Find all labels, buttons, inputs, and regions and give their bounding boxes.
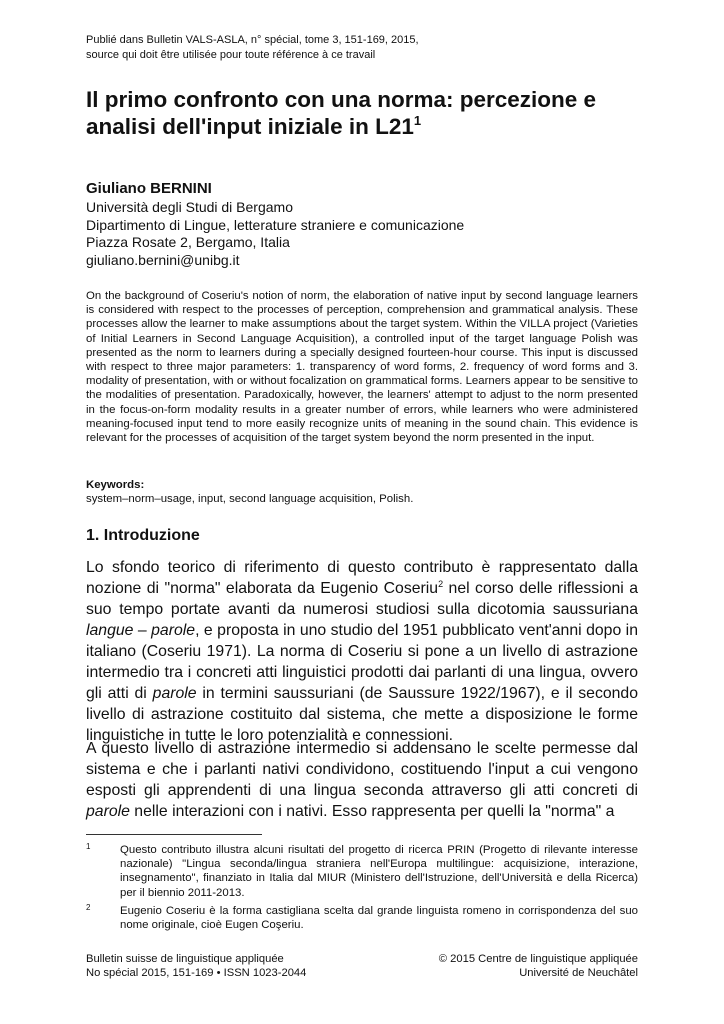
- keywords-text: system–norm–usage, input, second language acquisition, Polish.: [86, 493, 414, 506]
- title-footnote-marker[interactable]: 1: [413, 113, 422, 128]
- footnote-1: [86, 843, 638, 900]
- p2-text-a: A questo livello di astrazione intermedio si addensano le scelte permesse dal sistema e che i parlanti nativi condividono, costituendo l'input a cui vengono esposti gli apprendenti di una lingua seconda attraverso gli atti concreti di: [86, 740, 638, 799]
- author-affiliation-university: Università degli Studi di Bergamo: [86, 199, 293, 215]
- footer-journal: [86, 952, 306, 980]
- section-title: 1. Introduzione: [86, 527, 200, 544]
- term-parole-2: parole: [152, 685, 197, 702]
- abstract: On the background of Coseriu's notion of norm, the elaboration of native input by second language learners is considered with respect to the processes of perception, comprehension and grammatical analysis. These processes allow the learner to make assumptions about the target system. Within the VILLA project (Varieties of Initial Learners in Second Language Acquisition), a controlled input of the target language Polish was presented as the norm to learners during a specially designed fourteen-hour course. This input is discussed with respect to three major parameters: 1. transparency of word forms, 2. frequency of word forms and 3. modality of presentation, with or without focalization on grammatical forms. Learners appear to be sensitive to the modalities of presentation. Paradoxically, however, the learners' attempt to adjust to the norm presented in the focus-on-form modality results in a greater number of errors, while learners who were administered meaning-focused input tend to more easily recognize units of meaning in the sound chain. This evidence is relevant for the processes of acquisition of the target system beyond the norm presented in the input.: [86, 290, 638, 445]
- publication-note-line2: source qui doit être utilisée pour toute référence à ce travail: [86, 49, 376, 61]
- footnote-2-text: Eugenio Coseriu è la forma castigliana scelta dal grande linguista romeno in corrispondenza del suo nome originale, cioè Eugen Coşeriu.: [120, 905, 638, 932]
- footnote-marker-2[interactable]: 2: [438, 579, 444, 589]
- title-line2: analisi dell'input iniziale in L21: [86, 114, 414, 139]
- footer-issue-info: No spécial 2015, 151-169 • ISSN 1023-2044: [86, 967, 307, 979]
- term-langue: langue: [86, 622, 134, 639]
- keywords-label: Keywords:: [86, 479, 145, 491]
- footer-university: Université de Neuchâtel: [519, 967, 638, 979]
- author-address: Piazza Rosate 2, Bergamo, Italia: [86, 234, 290, 251]
- footer-copyright-line: © 2015 Centre de linguistique appliquée: [438, 953, 638, 965]
- keywords-block: [86, 478, 413, 506]
- footnote-2-number: 2: [86, 903, 91, 912]
- term-parole: parole: [151, 622, 196, 639]
- p1-dash: –: [133, 622, 152, 639]
- footnote-2: [86, 904, 638, 932]
- p1-text-d: in termini saussuriani (de Saussure 1922/1967), e il secondo livello di astrazione costituito dal sistema, che mette a disposizione le forme linguistiche in tutte le loro potenzialità e connessioni.: [86, 685, 639, 744]
- footer-journal-name: Bulletin suisse de linguistique appliquée: [86, 953, 284, 965]
- author-name: Giuliano BERNINI: [86, 180, 212, 197]
- title-line1: Il primo confronto con una norma: percezione e: [86, 87, 597, 112]
- author-affiliation-department: Dipartimento di Lingue, letterature straniere e comunicazione: [86, 216, 465, 233]
- footnote-separator: [86, 834, 262, 835]
- p2-text-b: nelle interazioni con i nativi. Esso rappresenta per quelli la "norma" a: [129, 803, 615, 820]
- term-parole-3: parole: [86, 803, 130, 820]
- publication-note: [86, 33, 419, 63]
- body-paragraph-1: [86, 557, 638, 746]
- p1-text-b: nel corso delle riflessioni a suo tempo portate avanti da numerosi studiosi sulla dicotomia saussuriana: [86, 580, 638, 618]
- publication-note-line1: Publié dans Bulletin VALS-ASLA, n° spécial, tome 3, 151-169, 2015,: [86, 34, 419, 46]
- p1-text-a: Lo sfondo teorico di riferimento di questo contributo è rappresentato dalla nozione di "norma" elaborata da Eugenio Coseriu: [86, 559, 638, 597]
- footer-copyright: [439, 952, 638, 980]
- body-paragraph-2: [86, 738, 638, 822]
- paper-title: [86, 86, 646, 140]
- author-block: [86, 178, 464, 269]
- p1-text-c: , e proposta in uno studio del 1951 pubblicato vent'anni dopo in italiano (Coseriu 1971). La norma di Coseriu si pone a un livello di astrazione intermedio tra i concreti atti linguistici prodotti dai parlanti di una lingua, ovvero gli atti di: [86, 622, 638, 702]
- author-email[interactable]: giuliano.bernini@unibg.it: [86, 251, 240, 268]
- footnote-1-text: Questo contributo illustra alcuni risultati del progetto di ricerca PRIN (Progetto di rilevante interesse nazionale) "Lingua seconda/lingua straniera nell'Europa multilingue: acquisizione, interazione, insegnamento", finanziato in Italia dal MIUR (Ministero dell'Istruzione, dell'Università e della Ricerca) per il biennio 2011-2013.: [120, 844, 638, 899]
- footnote-1-number: 1: [86, 842, 91, 851]
